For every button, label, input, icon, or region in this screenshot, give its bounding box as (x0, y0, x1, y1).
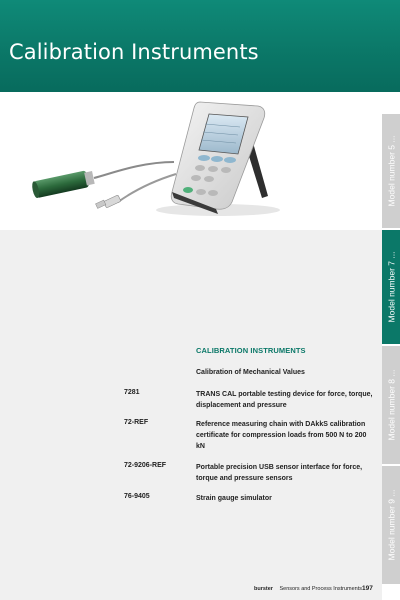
product-image (0, 92, 382, 230)
model-description: TRANS CAL portable testing device for force, torque, displacement and pressure (196, 391, 373, 409)
tab-label: Model number 7 ... (386, 251, 396, 323)
model-code: 72-9206-REF (124, 462, 167, 469)
tab-model-number-7[interactable] (382, 230, 400, 344)
model-description: Strain gauge simulator (196, 495, 272, 502)
tab-label: Model number 9 ... (386, 489, 396, 561)
model-code: 76-9405 (124, 493, 150, 500)
page-title: Calibration Instruments (9, 40, 259, 64)
section-heading: CALIBRATION INSTRUMENTS (196, 346, 306, 355)
model-description: Portable precision USB sensor interface for force, torque and pressure sensors (196, 464, 363, 482)
footer-section: Sensors and Process Instruments (279, 586, 363, 592)
model-code: 72-REF (124, 419, 149, 426)
tab-model-number-5[interactable] (382, 114, 400, 228)
footer-brand: burster (254, 586, 273, 592)
tab-model-number-8[interactable] (382, 346, 400, 464)
subheading: Calibration of Mechanical Values (196, 369, 305, 376)
page-footer (254, 585, 373, 592)
content-area (0, 230, 382, 600)
model-description: Reference measuring chain with DAkkS calibration certificate for compression loads from 500 N to 200 kN (196, 421, 367, 450)
model-code: 7281 (124, 389, 140, 396)
page-number: 197 (362, 585, 373, 592)
tab-model-number-9[interactable] (382, 466, 400, 584)
header-band (0, 0, 400, 92)
tab-label: Model number 8 ... (386, 369, 396, 441)
calibration-device-illustration (0, 92, 382, 230)
side-tabs (382, 92, 400, 600)
tab-label: Model number 5 ... (386, 135, 396, 207)
